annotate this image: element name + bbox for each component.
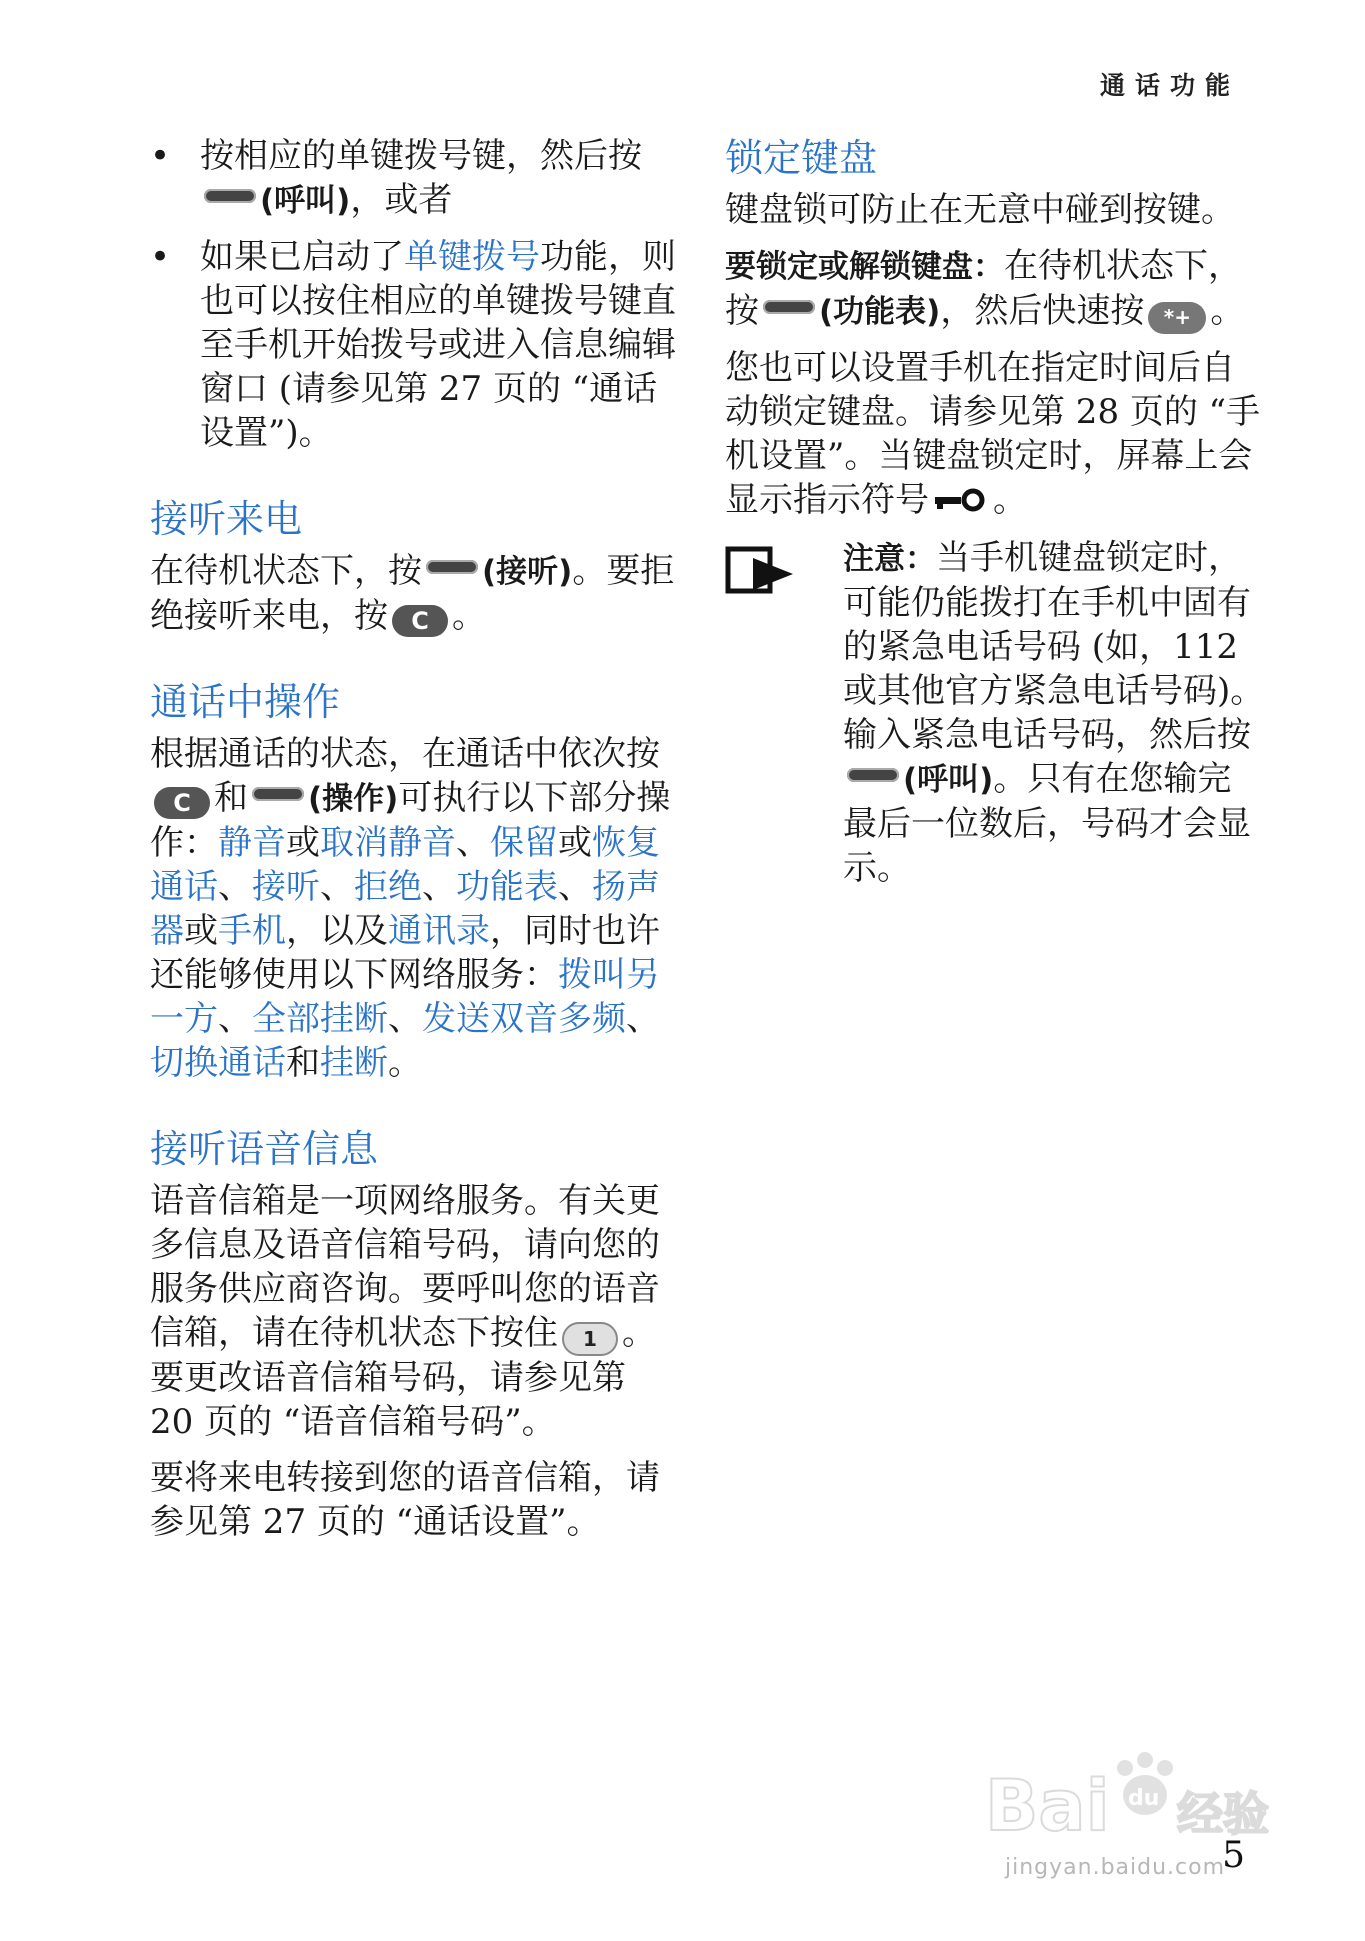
bullet-item xyxy=(150,134,680,223)
selection-key-icon xyxy=(252,787,304,801)
link-speaker[interactable]: 扬声器 xyxy=(150,867,660,951)
text: 和 xyxy=(214,778,248,818)
text: 或 xyxy=(286,823,320,863)
link-end-all[interactable]: 全部挂断 xyxy=(252,999,388,1039)
svg-text:Bai: Bai xyxy=(985,1765,1110,1847)
selection-key-icon xyxy=(426,560,478,574)
text: ，然后快速按 xyxy=(940,291,1145,331)
link-swap[interactable]: 切换通话 xyxy=(150,1043,286,1083)
text: 、 xyxy=(422,867,456,907)
link-contacts[interactable]: 通讯录 xyxy=(388,911,490,951)
text: 和 xyxy=(286,1043,320,1083)
text: 或 xyxy=(184,911,218,951)
bullet-text: 按相应的单键拨号键，然后按 xyxy=(200,136,642,176)
key-label: (呼叫) xyxy=(903,762,994,798)
text: 当手机键盘锁定时，可能仍能拨打在手机中固有的紧急电话号码 (如，112 或其他官方紧急电话号码)。输入紧急电话号码，然后按 xyxy=(843,538,1265,755)
note-box xyxy=(725,536,1265,890)
voicemail-paragraph xyxy=(150,1179,680,1444)
text: 您也可以设置手机在指定时间后自动锁定键盘。请参见第 28 页的 “手机设置”。当键盘锁定时，屏幕上会显示指示符号 xyxy=(725,348,1261,520)
key-label: (呼叫) xyxy=(260,183,351,219)
note-bold-lead: 注意： xyxy=(843,541,936,577)
text: 、 xyxy=(558,867,592,907)
section-heading-voicemail: 接听语音信息 xyxy=(150,1127,379,1171)
svg-text:经验: 经验 xyxy=(1177,1787,1269,1841)
text: 在待机状态下，按 xyxy=(150,551,422,591)
left-column xyxy=(150,134,680,1556)
note-icon xyxy=(725,546,795,598)
answer-paragraph xyxy=(150,549,680,638)
text: 在待机状态下，按 xyxy=(725,246,1242,331)
svg-text:du: du xyxy=(1128,1786,1160,1811)
text: 、 xyxy=(218,867,252,907)
text: 。 xyxy=(452,596,486,636)
running-header: 通话功能 xyxy=(1099,71,1240,100)
clear-key-icon: C xyxy=(392,605,448,637)
keylock-intro: 键盘锁可防止在无意中碰到按键。 xyxy=(725,190,1235,230)
link-new-call[interactable]: 拨叫另一方 xyxy=(150,955,660,1039)
selection-key-icon xyxy=(847,768,899,782)
clear-key-icon: C xyxy=(154,787,210,819)
link-speed-dial[interactable]: 单键拨号 xyxy=(404,237,540,277)
section-heading-answer: 接听来电 xyxy=(150,497,303,541)
text: 。 xyxy=(388,1043,422,1083)
bullet-item xyxy=(150,235,680,455)
keylock-instructions xyxy=(725,244,1265,334)
link-resume[interactable]: 恢复通话 xyxy=(150,823,660,907)
text: 、 xyxy=(456,823,490,863)
link-unmute[interactable]: 取消静音 xyxy=(320,823,456,863)
section-heading-in-call: 通话中操作 xyxy=(150,680,341,724)
keylock-auto-paragraph xyxy=(725,346,1265,524)
link-menu[interactable]: 功能表 xyxy=(456,867,558,907)
note-text xyxy=(843,536,1265,890)
text: 。要更改语音信箱号码，请参见第 20 页的 “语音信箱号码”。 xyxy=(150,1313,656,1442)
link-handset[interactable]: 手机 xyxy=(218,911,286,951)
text: 。只有在您输完最后一位数后，号码才会显示。 xyxy=(843,759,1251,888)
bullet-text: 如果已启动了 xyxy=(200,237,404,277)
text: 。要拒绝接听来电，按 xyxy=(150,551,675,636)
key-label: (功能表) xyxy=(819,294,941,330)
text: 、 xyxy=(626,999,660,1039)
key-label: (接听) xyxy=(482,554,573,590)
text: 可执行以下部分操作： xyxy=(150,778,671,863)
section-heading-keylock: 锁定键盘 xyxy=(725,136,878,180)
bold-lead: 要锁定或解锁键盘： xyxy=(725,249,1004,285)
link-mute[interactable]: 静音 xyxy=(218,823,286,863)
link-send-dtmf[interactable]: 发送双音多频 xyxy=(422,999,626,1039)
link-end-call[interactable]: 挂断 xyxy=(320,1043,388,1083)
text: 根据通话的状态，在通话中依次按 xyxy=(150,734,660,774)
key-lock-indicator-icon xyxy=(935,480,987,524)
text: 、 xyxy=(218,999,252,1039)
right-column xyxy=(725,134,1265,890)
link-answer[interactable]: 接听 xyxy=(252,867,320,907)
selection-key-icon xyxy=(204,189,256,203)
text: 、 xyxy=(388,999,422,1039)
text: 。 xyxy=(1210,291,1245,331)
voicemail-key-icon: 1 xyxy=(562,1322,618,1356)
star-key-icon: *+ xyxy=(1148,302,1206,334)
text: ，同时也许还能够使用以下网络服务： xyxy=(150,911,660,995)
bullet-text: 功能，则也可以按住相应的单键拨号键直至手机开始拨号或进入信息编辑窗口 (请参见第 27 页的 “通话设置”)。 xyxy=(200,237,676,453)
watermark-url: jingyan.baidu.com xyxy=(1005,1855,1226,1880)
text: ，以及 xyxy=(286,911,388,951)
selection-key-icon xyxy=(763,300,815,314)
text: 、 xyxy=(320,867,354,907)
page-number: 5 xyxy=(1222,1835,1245,1876)
link-hold[interactable]: 保留 xyxy=(490,823,558,863)
in-call-paragraph xyxy=(150,732,680,1085)
bullet-text: ，或者 xyxy=(350,180,453,220)
text: 或 xyxy=(558,823,592,863)
text: 。 xyxy=(993,480,1027,520)
text: 语音信箱是一项网络服务。有关更多信息及语音信箱号码，请向您的服务供应商咨询。要呼叫您的语音信箱，请在待机状态下按住 xyxy=(150,1181,660,1353)
key-label: (操作) xyxy=(308,781,399,817)
voicemail-divert-paragraph: 要将来电转接到您的语音信箱，请参见第 27 页的 “通话设置”。 xyxy=(150,1458,660,1542)
link-reject[interactable]: 拒绝 xyxy=(354,867,422,907)
